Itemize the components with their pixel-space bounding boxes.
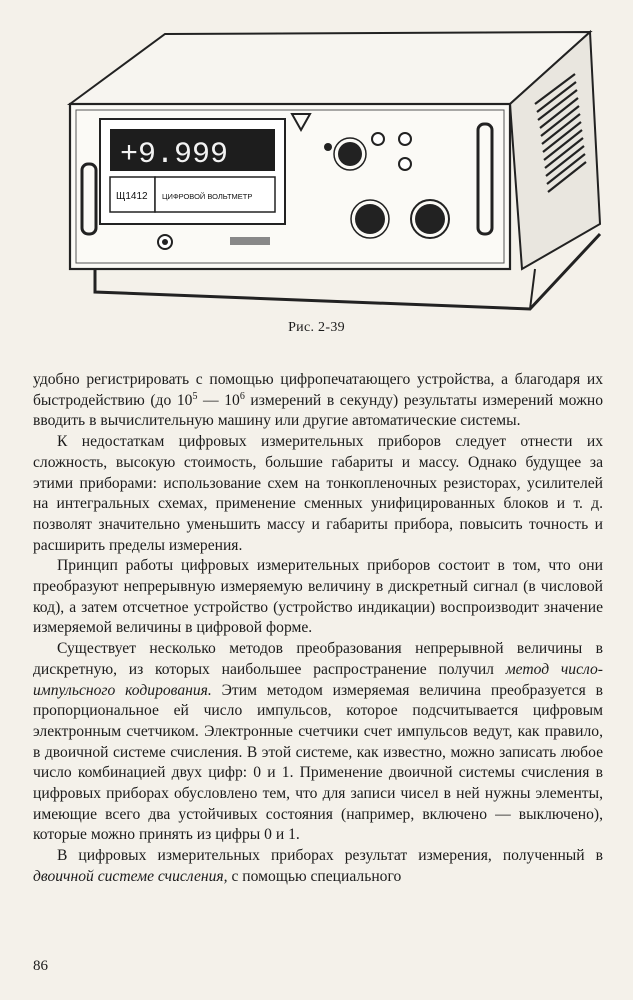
italic-term: метод число-импульсного кодирования.	[33, 660, 603, 699]
text-run: измерений в секунду) результаты измерений можно вводить в вычислительную машину или другие автоматические системы.	[33, 391, 603, 430]
text-run: Этим методом измеряемая величина преобразуется в пропорциональное ей число импульсов, которое подсчитывается цифровым электронным счетчиком. Электронные счетчики счет импульсов ведут, как правило, в двоичной системе счисления. В этой системе, как известно, можно записать любое число комбинацией двух цифр: 0 и 1. Применение двоичной системы счисления в цифровых приборах обусловлено тем, что для записи чисел в ней нужны элементы, имеющие всего два устойчивых состояния (например, включено — выключено), которые можно принять из цифры 0 и 1.	[33, 681, 604, 844]
body-text	[33, 370, 603, 888]
model-label: Щ1412	[116, 191, 148, 202]
paragraph: Принцип работы цифровых измерительных приборов состоит в том, что они преобразуют непрерывную измеряемую величину в дискретный сигнал (в числовой код), а затем отсчетное устройство (устройство индикации) воспроизводит значение измеряемой величины в цифровой форме.	[33, 557, 603, 637]
exponent: 5	[192, 390, 198, 402]
italic-term: двоичной системе счисления,	[33, 867, 228, 885]
text-run: Существует несколько методов преобразования непрерывной величины в дискретную, из которых наибольшее распространение получил	[33, 640, 603, 678]
paragraph	[33, 639, 603, 846]
paragraph: удобно регистрировать с помощью цифропечатающего устройства, а благодаря их быстродействию (до $10^5$ — $10^6$ измерений в секунду) результаты измерений можно вводить в вычислительную машину или другие автоматические системы.	[33, 371, 603, 430]
page-number: 86	[33, 958, 48, 974]
voltmeter-illustration	[30, 14, 620, 314]
voltmeter-drawing	[30, 14, 620, 314]
display-readout: +9.999	[120, 138, 229, 172]
instrument-name-label: ЦИФРОВОЙ ВОЛЬТМЕТР	[162, 192, 253, 201]
exponent: 6	[239, 390, 245, 402]
text-run: удобно регистрировать с помощью цифропечатающего устройства, а благодаря их быстродействию (до	[33, 371, 603, 409]
paragraph: К недостаткам цифровых измерительных приборов следует отнести их сложность, высокую стоимость, большие габариты и массу. Однако будущее за этими приборами: использование схем на тонкопленочных резисторах, усилителей на интегральных схемах, применение сменных унифицированных блоков и т. д. позволят значительно уменьшить массу и габариты прибора, повысить точность и расширить пределы измерения.	[33, 433, 603, 554]
figure-caption: Рис. 2-39	[288, 320, 345, 335]
paragraph	[33, 846, 603, 887]
text-run: —	[197, 391, 225, 409]
text-run: В цифровых измерительных приборах результат измерения, полученный в	[57, 847, 603, 865]
text-run: с помощью специального	[227, 867, 402, 885]
